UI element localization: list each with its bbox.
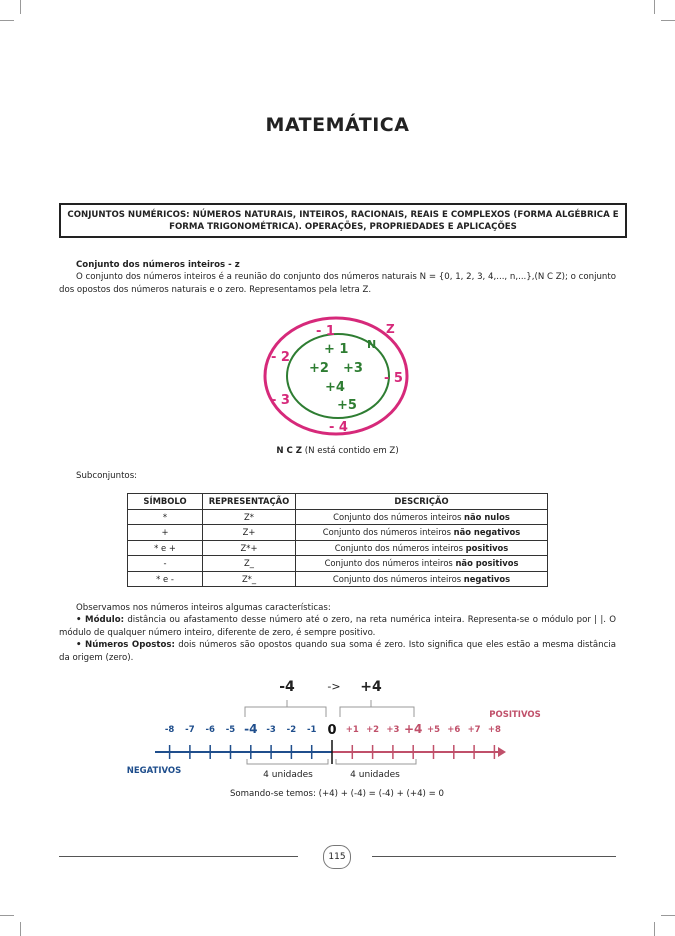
desc-prefix: Conjunto dos números inteiros	[333, 511, 465, 522]
sum-text: Somando-se temos: (+4) + (-4) = (-4) + (+4) = 0	[229, 789, 445, 799]
tick-label: -2	[286, 725, 297, 735]
desc-bold: não negativos	[453, 527, 521, 538]
subsets-label: Subconjuntos:	[76, 471, 138, 481]
negatives-label: NEGATIVOS	[126, 766, 182, 776]
page-number: 115	[323, 845, 351, 869]
subsets-table	[127, 493, 548, 587]
tick-label: -3	[266, 725, 276, 735]
desc-bold: negativos	[463, 573, 511, 584]
cell-representation: Z_	[203, 556, 296, 572]
desc-prefix: Conjunto dos números inteiros	[324, 558, 456, 569]
tick-label: +4	[403, 722, 423, 736]
inner-item-plus-2: +2	[309, 361, 329, 376]
inner-item-plus-1: + 1	[324, 342, 349, 357]
venn-caption-bold: N C Z	[276, 446, 303, 456]
tick-label: -7	[185, 725, 195, 735]
header-symbol: SÍMBOLO	[128, 494, 203, 510]
cell-description	[296, 509, 548, 525]
crop-mark-top-right-h	[661, 20, 675, 21]
tick-label-zero: 0	[327, 723, 337, 738]
outer-item-minus-1: - 1	[316, 324, 335, 339]
desc-prefix: Conjunto dos números inteiros	[334, 542, 466, 553]
tick-label: -5	[225, 725, 236, 735]
cell-description	[296, 556, 548, 572]
top-right-number: +4	[360, 679, 382, 695]
tick-label: -8	[164, 725, 175, 735]
crop-mark-bottom-left-h	[0, 915, 14, 916]
tick-label: -1	[306, 725, 317, 735]
tick-label: +7	[467, 725, 481, 735]
page-title: MATEMÁTICA	[265, 114, 410, 136]
cell-representation: Z*+	[203, 540, 296, 556]
header-representation: REPRESENTAÇÃO	[203, 494, 296, 510]
positives-label: POSITIVOS	[489, 710, 541, 720]
characteristics-opostos	[59, 639, 616, 664]
cell-description	[296, 571, 548, 587]
outer-item-minus-5: - 5	[384, 371, 403, 386]
footer-line-right	[372, 856, 616, 857]
top-arrow: ->	[327, 680, 341, 693]
tick-label: +1	[345, 725, 359, 735]
desc-prefix: Conjunto dos números inteiros	[322, 527, 454, 538]
table-row	[128, 540, 548, 556]
cell-representation: Z+	[203, 525, 296, 541]
tick-label: +8	[487, 725, 501, 735]
outer-item-minus-4: - 4	[329, 420, 348, 435]
inner-item-plus-3: +3	[343, 361, 363, 376]
desc-prefix: Conjunto dos números inteiros	[332, 573, 464, 584]
top-bracket	[245, 707, 326, 717]
table-row	[128, 556, 548, 572]
crop-mark-top-left	[20, 0, 21, 14]
characteristics-intro: Observamos nos números inteiros algumas características:	[76, 603, 331, 613]
topic-box	[59, 203, 627, 238]
topic-text: CONJUNTOS NUMÉRICOS: NÚMEROS NATURAIS, INTEIROS, RACIONAIS, REAIS E COMPLEXOS (FORMA ALGÉBRICA E FORMA TRIGONOMÉTRICA). OPERAÇÕES, PROPRIEDADES E APLICAÇÕES	[67, 209, 619, 232]
tick-label: -6	[205, 725, 215, 735]
modulo-text: distância ou afastamento desse número até o zero, na reta numérica inteira. Representa-se o módulo por | |. O módulo de qualquer número inteiro, diferente de zero, é sempre positivo.	[59, 615, 617, 638]
left-span-label: 4 unidades	[263, 770, 313, 780]
inner-item-plus-5: +5	[337, 398, 357, 413]
cell-symbol: +	[128, 525, 203, 541]
bottom-bracket-right	[336, 759, 416, 764]
footer-line-left	[59, 856, 298, 857]
table-header-row	[128, 494, 548, 510]
tick-label: +3	[386, 725, 400, 735]
crop-mark-top-right	[654, 0, 655, 14]
venn-diagram	[255, 312, 415, 442]
cell-representation: Z*_	[203, 571, 296, 587]
axis-arrowhead	[498, 747, 506, 757]
cell-symbol: * e -	[128, 571, 203, 587]
table-row	[128, 571, 548, 587]
number-line-diagram	[110, 672, 550, 802]
crop-mark-bottom-left	[20, 922, 21, 936]
tick-label: +5	[426, 725, 441, 735]
opostos-label: • Números Opostos:	[76, 640, 175, 650]
desc-bold: não positivos	[455, 558, 519, 569]
characteristics-modulo	[59, 614, 616, 639]
top-bracket-right	[340, 707, 414, 717]
table-row	[128, 509, 548, 525]
crop-mark-bottom-right	[654, 922, 655, 936]
tick-label: -4	[244, 722, 258, 736]
inner-item-plus-4: +4	[325, 380, 345, 395]
tick-label: +2	[366, 725, 380, 735]
desc-bold: positivos	[465, 542, 509, 553]
desc-bold: não nulos	[464, 511, 510, 522]
venn-caption	[0, 445, 675, 458]
section-heading: Conjunto dos números inteiros - z	[76, 260, 240, 270]
section-intro	[59, 271, 616, 296]
inner-set-label: N	[367, 338, 377, 351]
cell-symbol: * e +	[128, 540, 203, 556]
header-description: DESCRIÇÃO	[296, 494, 548, 510]
crop-mark-bottom-right-h	[661, 915, 675, 916]
tick-label: +6	[447, 725, 461, 735]
table-row	[128, 525, 548, 541]
outer-item-minus-3: - 3	[271, 393, 290, 408]
outer-set-label: Z	[386, 322, 395, 336]
cell-description	[296, 525, 548, 541]
cell-representation: Z*	[203, 509, 296, 525]
bottom-bracket-left	[247, 759, 328, 764]
cell-symbol: *	[128, 509, 203, 525]
cell-symbol: -	[128, 556, 203, 572]
top-left-number: -4	[279, 679, 295, 695]
tick-labels	[165, 722, 501, 738]
cell-description	[296, 540, 548, 556]
modulo-label: • Módulo:	[76, 615, 125, 625]
venn-caption-rest: (N está contido em Z)	[302, 446, 399, 456]
outer-item-minus-2: - 2	[271, 350, 290, 365]
right-span-label: 4 unidades	[350, 770, 400, 780]
section-intro-text: O conjunto dos números inteiros é a reunião do conjunto dos números naturais N = {0, 1, 2, 3, 4,..., n,...},(N C Z); o conjunto dos opostos dos números naturais e o zero. Representamos pela letra Z.	[59, 272, 616, 295]
crop-mark-top-left-h	[0, 20, 14, 21]
opostos-text: dois números são opostos quando sua soma é zero. Isto significa que eles estão a mesma distância da origem (zero).	[59, 640, 616, 663]
